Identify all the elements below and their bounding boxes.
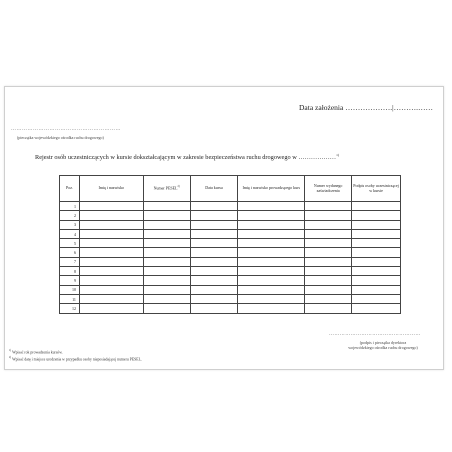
empty-cell[interactable]	[238, 267, 305, 276]
empty-cell[interactable]	[143, 267, 190, 276]
table-row	[60, 304, 401, 313]
empty-cell[interactable]	[305, 239, 352, 248]
empty-cell[interactable]	[238, 257, 305, 266]
register-title	[35, 153, 339, 161]
row-position-cell: 5	[60, 239, 80, 248]
empty-cell[interactable]	[190, 276, 238, 285]
signature-caption-line-1: (podpis i pieczątka dyrektora	[359, 340, 407, 345]
row-position-cell: 12	[60, 304, 80, 313]
empty-cell[interactable]	[190, 248, 238, 257]
row-position-cell: 4	[60, 229, 80, 238]
empty-cell[interactable]	[143, 257, 190, 266]
column-header-pesel: Numer PESEL$^{2)}$	[143, 176, 190, 202]
empty-cell[interactable]	[190, 257, 238, 266]
empty-cell[interactable]	[79, 267, 143, 276]
empty-cell[interactable]	[305, 294, 352, 303]
empty-cell[interactable]	[79, 257, 143, 266]
empty-cell[interactable]	[238, 294, 305, 303]
empty-cell[interactable]	[190, 229, 238, 238]
row-position-cell: 6	[60, 248, 80, 257]
column-header-name: Imię i nazwisko	[79, 176, 143, 202]
empty-cell[interactable]	[190, 304, 238, 313]
empty-cell[interactable]	[352, 267, 401, 276]
footnotes	[9, 349, 142, 362]
empty-cell[interactable]	[305, 211, 352, 220]
empty-cell[interactable]	[352, 285, 401, 294]
stamp-caption: (pieczątka wojewódzkiego ośrodka ruchu drogowego)	[17, 135, 104, 140]
empty-cell[interactable]	[190, 239, 238, 248]
empty-cell[interactable]	[143, 202, 190, 211]
row-position-cell: 11	[60, 294, 80, 303]
empty-cell[interactable]	[352, 304, 401, 313]
empty-cell[interactable]	[143, 229, 190, 238]
row-position-cell: 10	[60, 285, 80, 294]
empty-cell[interactable]	[238, 211, 305, 220]
empty-cell[interactable]	[305, 220, 352, 229]
empty-cell[interactable]	[238, 202, 305, 211]
register-title-text: Rejestr osób uczestniczących w kursie dokształcającym w zakresie bezpieczeństwa ruchu drogowego w ………………	[35, 154, 337, 162]
empty-cell[interactable]	[238, 229, 305, 238]
signature-caption	[323, 340, 443, 350]
empty-cell[interactable]	[79, 276, 143, 285]
column-header-participant-signature: Podpis osoby uczestniczącej w kursie	[352, 176, 401, 202]
empty-cell[interactable]	[143, 248, 190, 257]
empty-cell[interactable]	[305, 229, 352, 238]
footnote-2: $^{2)}$ Wpisać datę i miejsce urodzenia w przypadku osoby nieposiadającej numeru PESEL.	[9, 355, 142, 361]
register-table	[59, 175, 401, 314]
creation-date-label: Data założenia	[299, 103, 344, 112]
row-position-cell: 9	[60, 276, 80, 285]
column-header-instructor: Imię i nazwisko prowadzącego kurs	[238, 176, 305, 202]
column-header-position: Poz.	[60, 176, 80, 202]
signature-dotted-line: ……………………………………………	[329, 332, 421, 337]
table-row	[60, 257, 401, 266]
register-table-body	[60, 202, 401, 314]
empty-cell[interactable]	[238, 239, 305, 248]
empty-cell[interactable]	[143, 211, 190, 220]
table-row	[60, 248, 401, 257]
table-row	[60, 267, 401, 276]
empty-cell[interactable]	[352, 202, 401, 211]
empty-cell[interactable]	[79, 229, 143, 238]
table-row	[60, 285, 401, 294]
empty-cell[interactable]	[352, 257, 401, 266]
empty-cell[interactable]	[190, 285, 238, 294]
row-position-cell: 1	[60, 202, 80, 211]
table-row	[60, 220, 401, 229]
empty-cell[interactable]	[305, 285, 352, 294]
creation-date-line	[299, 103, 433, 112]
empty-cell[interactable]	[238, 220, 305, 229]
empty-cell[interactable]	[190, 294, 238, 303]
empty-cell[interactable]	[143, 276, 190, 285]
empty-cell[interactable]	[238, 285, 305, 294]
table-row	[60, 239, 401, 248]
empty-cell[interactable]	[352, 276, 401, 285]
empty-cell[interactable]	[352, 294, 401, 303]
stamp-dotted-line: ……………………………………………………	[11, 127, 121, 132]
empty-cell[interactable]	[190, 267, 238, 276]
empty-cell[interactable]	[305, 304, 352, 313]
empty-cell[interactable]	[79, 202, 143, 211]
empty-cell[interactable]	[79, 248, 143, 257]
empty-cell[interactable]	[305, 202, 352, 211]
empty-cell[interactable]	[143, 239, 190, 248]
empty-cell[interactable]	[305, 267, 352, 276]
empty-cell[interactable]	[352, 239, 401, 248]
empty-cell[interactable]	[143, 304, 190, 313]
empty-cell[interactable]	[352, 211, 401, 220]
empty-cell[interactable]	[238, 276, 305, 285]
empty-cell[interactable]	[190, 220, 238, 229]
column-header-course-date: Data kursu	[190, 176, 238, 202]
empty-cell[interactable]	[305, 248, 352, 257]
table-header-row	[60, 176, 401, 202]
empty-cell[interactable]	[352, 248, 401, 257]
register-title-footnote-mark: 1)	[336, 153, 340, 157]
creation-date-placeholder: ……………….|……….……	[345, 103, 433, 112]
table-row	[60, 202, 401, 211]
footnote-1: $^{1)}$ Wpisać rok prowadzenia kursów.	[9, 349, 63, 355]
empty-cell[interactable]	[79, 220, 143, 229]
empty-cell[interactable]	[79, 304, 143, 313]
document-sheet	[4, 86, 444, 370]
empty-cell[interactable]	[79, 285, 143, 294]
row-position-cell: 3	[60, 220, 80, 229]
empty-cell[interactable]	[190, 202, 238, 211]
empty-cell[interactable]	[352, 229, 401, 238]
column-header-certificate-number: Numer wydanego zaświadczenia	[305, 176, 352, 202]
empty-cell[interactable]	[143, 220, 190, 229]
table-row	[60, 276, 401, 285]
empty-cell[interactable]	[190, 211, 238, 220]
row-position-cell: 2	[60, 211, 80, 220]
empty-cell[interactable]	[79, 294, 143, 303]
empty-cell[interactable]	[352, 220, 401, 229]
empty-cell[interactable]	[143, 294, 190, 303]
table-row	[60, 229, 401, 238]
empty-cell[interactable]	[305, 257, 352, 266]
empty-cell[interactable]	[79, 211, 143, 220]
signature-caption-line-2: wojewódzkiego ośrodka ruchu drogowego)	[348, 345, 418, 351]
empty-cell[interactable]	[305, 276, 352, 285]
table-row	[60, 211, 401, 220]
empty-cell[interactable]	[79, 239, 143, 248]
row-position-cell: 7	[60, 257, 80, 266]
table-row	[60, 294, 401, 303]
empty-cell[interactable]	[238, 248, 305, 257]
empty-cell[interactable]	[143, 285, 190, 294]
empty-cell[interactable]	[238, 304, 305, 313]
row-position-cell: 8	[60, 267, 80, 276]
